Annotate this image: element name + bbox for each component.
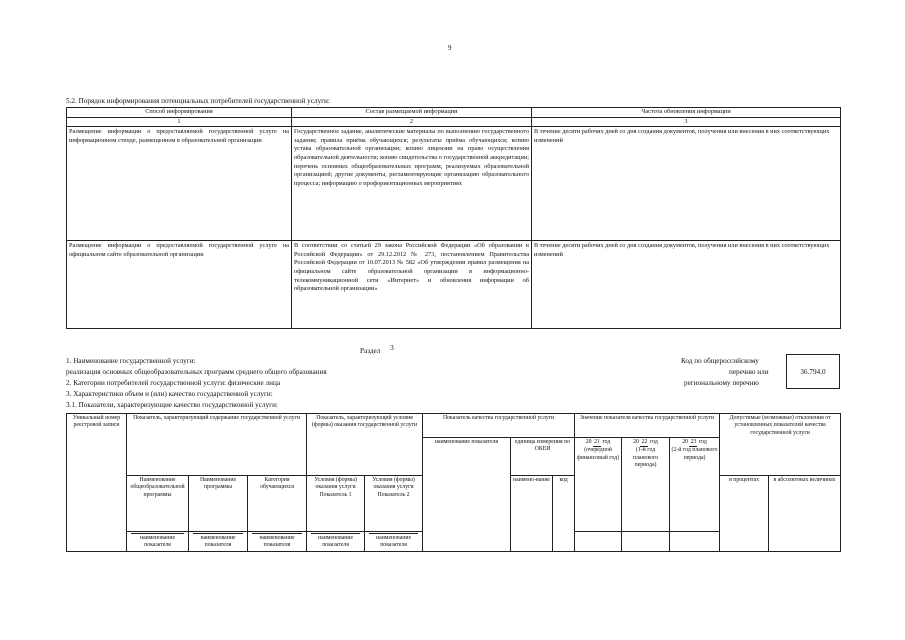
col-num-1: 1 [67, 117, 292, 127]
condition-col-2: Условия (формы) оказания услуги Показатель 2 [365, 476, 423, 532]
service-name-label: 1. Наименование государственной услуги: [66, 357, 196, 365]
table-row [67, 127, 841, 241]
value-cell-3 [670, 532, 720, 552]
information-table [66, 107, 841, 329]
characteristics-heading: 3. Характеристики объем и (или) качество государственной услуги: [66, 390, 273, 398]
header-unit: единица измерения по ОКЕИ [511, 438, 575, 476]
value-cell-1 [575, 532, 622, 552]
deviation-percent: в процентах [720, 476, 769, 552]
header-conditions: Показатель, характеризующий условия (формы) оказания государственной услуги [307, 414, 423, 476]
row1-method: Размещение информации о предоставляемой государственной услуге на информационном стенде, размещенном в образовательной организации [67, 127, 292, 241]
row2-frequency: В течение десяти рабочих дней со дня создания документов, получения или внесения в них соответствующих изменений [532, 241, 841, 329]
content-col-2: Наименование программы [189, 476, 248, 532]
content-sub-3: наименование показателя [248, 532, 307, 552]
year-col-3: 20 23 год (2-й год планового периода) [670, 438, 720, 532]
year-col-2: 20 22 год (1-й год планового периода) [622, 438, 670, 532]
service-name-value: реализация основных общеобразовательных программ среднего общего образования [66, 368, 327, 376]
code-value-box: 36.794.0 [786, 354, 840, 389]
section-number: 3 [390, 344, 394, 352]
content-sub-2: наименование показателя [189, 532, 248, 552]
quality-indicators-heading: 3.1. Показатели, характеризующие качество государственной услуги: [66, 401, 278, 409]
condition-sub-1: наименование показателя [307, 532, 365, 552]
consumer-category: 2. Категории потребителей государственной услуги: физические лица [66, 379, 281, 387]
header-content: Показатель, характеризующий содержание государственной услуги [127, 414, 307, 476]
row2-content: В соответствии со статьей 29 закона Российской Федерации «Об образовании в Российской Федерации» от 29.12.2012 № 273, постановлением Правительства Российской Федерации от 10.07.2013 № 582 «Об утверждении правил размещения на официальном сайте образовательной организации в информационно-телекоммуникационной сети «Интернет» и обновления информации об образовательной организации» [292, 241, 532, 329]
header-unique-number: Уникальный номер реестровой записи [67, 414, 127, 532]
section-5-2-heading: 5.2. Порядок информирования потенциальных потребителей государственной услуги: [66, 97, 330, 105]
col-num-3: 3 [532, 117, 841, 127]
content-col-3: Категория обучающихся [248, 476, 307, 532]
col-num-2: 2 [292, 117, 532, 127]
content-col-1: Наименование общеобразовательной программы [127, 476, 189, 532]
row1-content: Государственное задание, аналитические материалы по выполнению государственного задания; правила приёма обучающихся; результаты приёма обучающихся; копию устава образовательной организации; копию лицензии на право осуществления образовательной деятельности; копию свидетельства о государственной аккредитации; перечень основных общеобразовательных программ, реализуемых образовательной организацией; другие документы, регламентирующие организацию образовательного процесса; информацию о профориентационных мероприятиях [292, 127, 532, 241]
code-label-1: Код по общероссийскому [681, 357, 759, 365]
table-row [67, 241, 841, 329]
header-content: Состав размещаемой информации [292, 108, 532, 118]
content-sub-1: наименование показателя [127, 532, 189, 552]
row2-method: Размещение информации о предоставляемой государственной услуге на официальном сайте образовательной организации [67, 241, 292, 329]
header-quality-name: наименование показателя [423, 438, 511, 552]
page-number: 9 [448, 44, 452, 52]
value-cell-2 [622, 532, 670, 552]
row1-frequency: В течение десяти рабочих дней со дня создания документов, получения или внесения в них соответствующих изменений [532, 127, 841, 241]
header-frequency: Частота обновления информации [532, 108, 841, 118]
year-col-1: 20 21 год (очередной финансовый год) [575, 438, 622, 532]
deviation-absolute: в абсолютных величинах [769, 476, 841, 552]
header-deviation: Допустимые (возможные) отклонения от установленных показателей качества государственной услуги [720, 414, 841, 476]
quality-indicators-table [66, 413, 841, 552]
code-label-2: перечню или [729, 368, 769, 376]
section-title: Раздел 3 [360, 344, 394, 355]
condition-sub-2: наименование показателя [365, 532, 423, 552]
header-value: Значение показателя качества государственной услуги [575, 414, 720, 438]
header-method: Способ информирования [67, 108, 292, 118]
code-label-3: региональному перечню [684, 379, 759, 387]
header-quality: Показатель качества государственной услуги [423, 414, 575, 438]
unique-number-cell [67, 532, 127, 552]
condition-col-1: Условия (формы) оказания услуги Показатель 1 [307, 476, 365, 532]
unit-code: код [553, 476, 575, 552]
unit-name: наимено-вание [511, 476, 553, 552]
